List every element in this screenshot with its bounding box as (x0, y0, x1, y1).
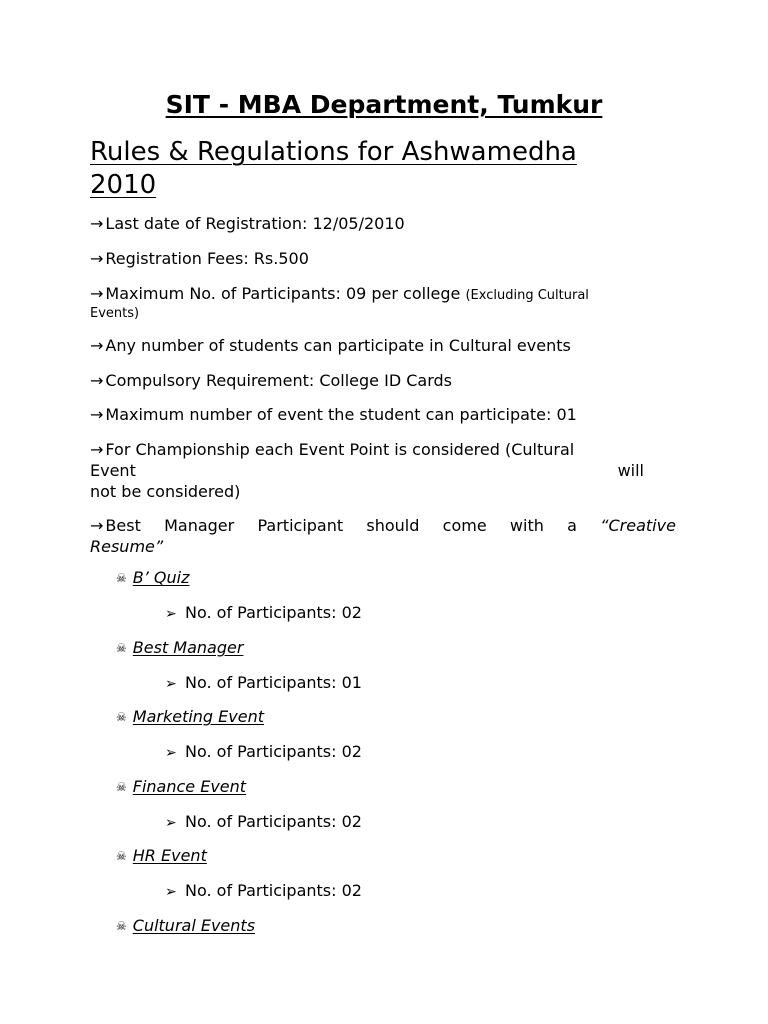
rule-id-cards: → Compulsory Requirement: College ID Cards (90, 371, 452, 390)
event-name: Marketing Event (132, 707, 264, 726)
arrow-bullet-icon: ➢ (165, 606, 177, 622)
arrow-icon: → (90, 371, 104, 390)
event-item (116, 568, 190, 588)
rule-max-participants: → Maximum No. of Participants: 09 per college (Excluding Cultural (90, 284, 589, 303)
event-detail: ➢ No. of Participants: 02 (165, 881, 362, 900)
page-subtitle: Rules & Regulations for Ashwamedha 2010 (90, 137, 577, 200)
rule-registration-date: → Last date of Registration: 12/05/2010 (90, 214, 405, 233)
skull-icon: ☠ (116, 919, 127, 933)
max-participants-note: (Excluding Cultural (465, 288, 589, 303)
event-item (116, 707, 264, 727)
event-item (116, 638, 243, 658)
arrow-bullet-icon: ➢ (165, 884, 177, 900)
event-item (116, 777, 246, 797)
arrow-icon: → (90, 214, 104, 233)
event-detail: ➢ No. of Participants: 01 (165, 673, 362, 692)
arrow-icon: → (90, 249, 104, 268)
event-name: Best Manager (132, 638, 244, 657)
arrow-icon: → (90, 440, 104, 459)
rule-cultural-open: → Any number of students can participate in Cultural events (90, 336, 571, 355)
skull-icon: ☠ (116, 849, 127, 863)
arrow-icon: → (90, 336, 104, 355)
arrow-bullet-icon: ➢ (165, 815, 177, 831)
page-title: SIT - MBA Department, Tumkur (165, 90, 603, 119)
event-name: Cultural Events (132, 916, 256, 935)
event-item (116, 916, 255, 936)
rule-best-manager: → Best Manager Participant should come with a “Creative (90, 516, 676, 535)
rule-max-events: → Maximum number of event the student can participate: 01 (90, 405, 577, 424)
arrow-icon: → (90, 284, 104, 303)
skull-icon: ☠ (116, 571, 127, 585)
skull-icon: ☠ (116, 710, 127, 724)
arrow-bullet-icon: ➢ (165, 745, 177, 761)
rule-championship: → For Championship each Event Point is considered (Cultural (90, 440, 575, 459)
event-item (116, 846, 207, 866)
event-name: Finance Event (132, 777, 247, 796)
arrow-icon: → (90, 516, 104, 535)
event-detail: ➢ No. of Participants: 02 (165, 603, 362, 622)
skull-icon: ☠ (116, 641, 127, 655)
skull-icon: ☠ (116, 780, 127, 794)
arrow-icon: → (90, 405, 104, 424)
event-name: B’ Quiz (132, 568, 190, 587)
arrow-bullet-icon: ➢ (165, 676, 177, 692)
event-detail: ➢ No. of Participants: 02 (165, 742, 362, 761)
rule-best-manager-line2: Resume” (90, 537, 164, 556)
rule-registration-fees: → Registration Fees: Rs.500 (90, 249, 309, 268)
max-participants-note-cont: Events) (90, 306, 140, 321)
rule-championship-line3: not be considered) (90, 482, 241, 501)
event-detail: ➢ No. of Participants: 02 (165, 812, 362, 831)
rule-championship-line2: Event will (90, 461, 644, 480)
event-name: HR Event (132, 846, 207, 865)
